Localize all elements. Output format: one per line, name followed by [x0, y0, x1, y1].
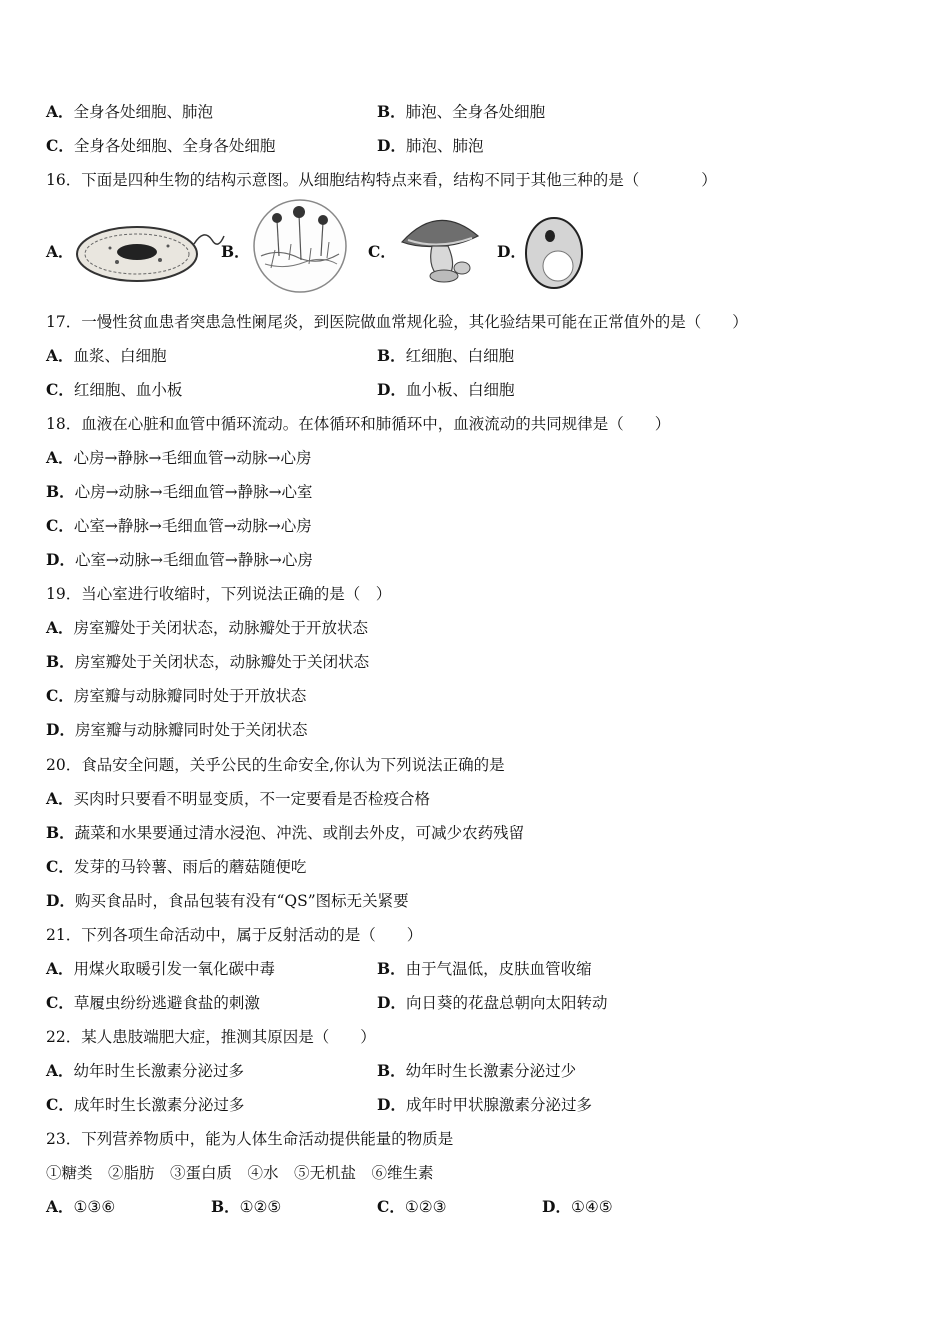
q19-option-a: A．房室瓣处于关闭状态，动脉瓣处于开放状态 — [46, 618, 369, 637]
q23-items: ①糖类 ②脂肪 ③蛋白质 ④水 ⑤无机盐 ⑥维生素 — [46, 1164, 434, 1182]
q18-option-c: C．心室→静脉→毛细血管→动脉→心房 — [46, 516, 312, 535]
q23-option-d: D．①④⑤ — [542, 1197, 613, 1216]
q19-option-c: C．房室瓣与动脉瓣同时处于开放状态 — [46, 686, 307, 705]
q22-option-d: D．成年时甲状腺激素分泌过多 — [377, 1095, 592, 1114]
q21-option-b: B．由于气温低，皮肤血管收缩 — [377, 959, 592, 978]
q21-stem: 21．下列各项生命活动中，属于反射活动的是（ ） — [46, 926, 423, 944]
q23-option-a: A．①③⑥ — [46, 1197, 116, 1216]
bacterium-icon — [72, 218, 232, 288]
q18-option-a: A．心房→静脉→毛细血管→动脉→心房 — [46, 448, 312, 467]
q23-option-b: B．①②⑤ — [211, 1197, 282, 1216]
q17-option-c: C．红细胞、血小板 — [46, 380, 183, 399]
q20-option-b: B．蔬菜和水果要通过清水浸泡、冲洗、或削去外皮，可减少农药残留 — [46, 823, 525, 842]
q21-option-c: C．草履虫纷纷逃避食盐的刺激 — [46, 993, 260, 1012]
q16-label-d: D． — [497, 242, 526, 261]
q16-label-b: B． — [221, 242, 250, 261]
q17-option-b: B．红细胞、白细胞 — [377, 346, 515, 365]
q15-option-a: A．全身各处细胞、肺泡 — [46, 102, 214, 121]
mold-icon — [249, 198, 351, 294]
q20-option-d: D．购买食品时，食品包装有没有“QS”图标无关紧要 — [46, 891, 409, 910]
q17-option-d: D．血小板、白细胞 — [377, 380, 515, 399]
q16-label-a: A． — [46, 242, 74, 261]
q16-figures — [46, 198, 606, 298]
q17-stem: 17．一慢性贫血患者突患急性阑尾炎，到医院做血常规化验，其化验结果可能在正常值外的是（ ） — [46, 313, 748, 331]
q18-stem: 18．血液在心脏和血管中循环流动。在体循环和肺循环中，血液流动的共同规律是（ ） — [46, 415, 671, 433]
q22-stem: 22．某人患肢端肥大症，推测其原因是（ ） — [46, 1028, 376, 1046]
q15-option-d: D．肺泡、肺泡 — [377, 136, 484, 155]
q19-stem: 19．当心室进行收缩时，下列说法正确的是（ ） — [46, 585, 392, 603]
q20-option-a: A．买肉时只要看不明显变质，不一定要看是否检疫合格 — [46, 789, 431, 808]
q22-option-a: A．幼年时生长激素分泌过多 — [46, 1061, 245, 1080]
q23-option-c: C．①②③ — [377, 1197, 447, 1216]
q18-option-b: B．心房→动脉→毛细血管→静脉→心室 — [46, 482, 313, 501]
q22-option-c: C．成年时生长激素分泌过多 — [46, 1095, 245, 1114]
q19-option-b: B．房室瓣处于关闭状态，动脉瓣处于关闭状态 — [46, 652, 370, 671]
q15-option-c: C．全身各处细胞、全身各处细胞 — [46, 136, 276, 155]
q16-label-c: C． — [368, 242, 396, 261]
q15-option-b: B．肺泡、全身各处细胞 — [377, 102, 546, 121]
q22-option-b: B．幼年时生长激素分泌过少 — [377, 1061, 577, 1080]
q18-option-d: D．心室→动脉→毛细血管→静脉→心房 — [46, 550, 313, 569]
q23-stem: 23．下列营养物质中，能为人体生命活动提供能量的物质是 — [46, 1130, 454, 1148]
q21-option-a: A．用煤火取暖引发一氧化碳中毒 — [46, 959, 276, 978]
yeast-icon — [524, 216, 586, 290]
mushroom-icon — [398, 208, 483, 288]
q16-stem: 16．下面是四种生物的结构示意图。从细胞结构特点来看，结构不同于其他三种的是（ ） — [46, 171, 717, 189]
q17-option-a: A．血浆、白细胞 — [46, 346, 167, 365]
q19-option-d: D．房室瓣与动脉瓣同时处于关闭状态 — [46, 720, 308, 739]
q20-stem: 20．食品安全问题，关乎公民的生命安全,你认为下列说法正确的是 — [46, 756, 505, 774]
q20-option-c: C．发芽的马铃薯、雨后的蘑菇随便吃 — [46, 857, 307, 876]
q21-option-d: D．向日葵的花盘总朝向太阳转动 — [377, 993, 608, 1012]
